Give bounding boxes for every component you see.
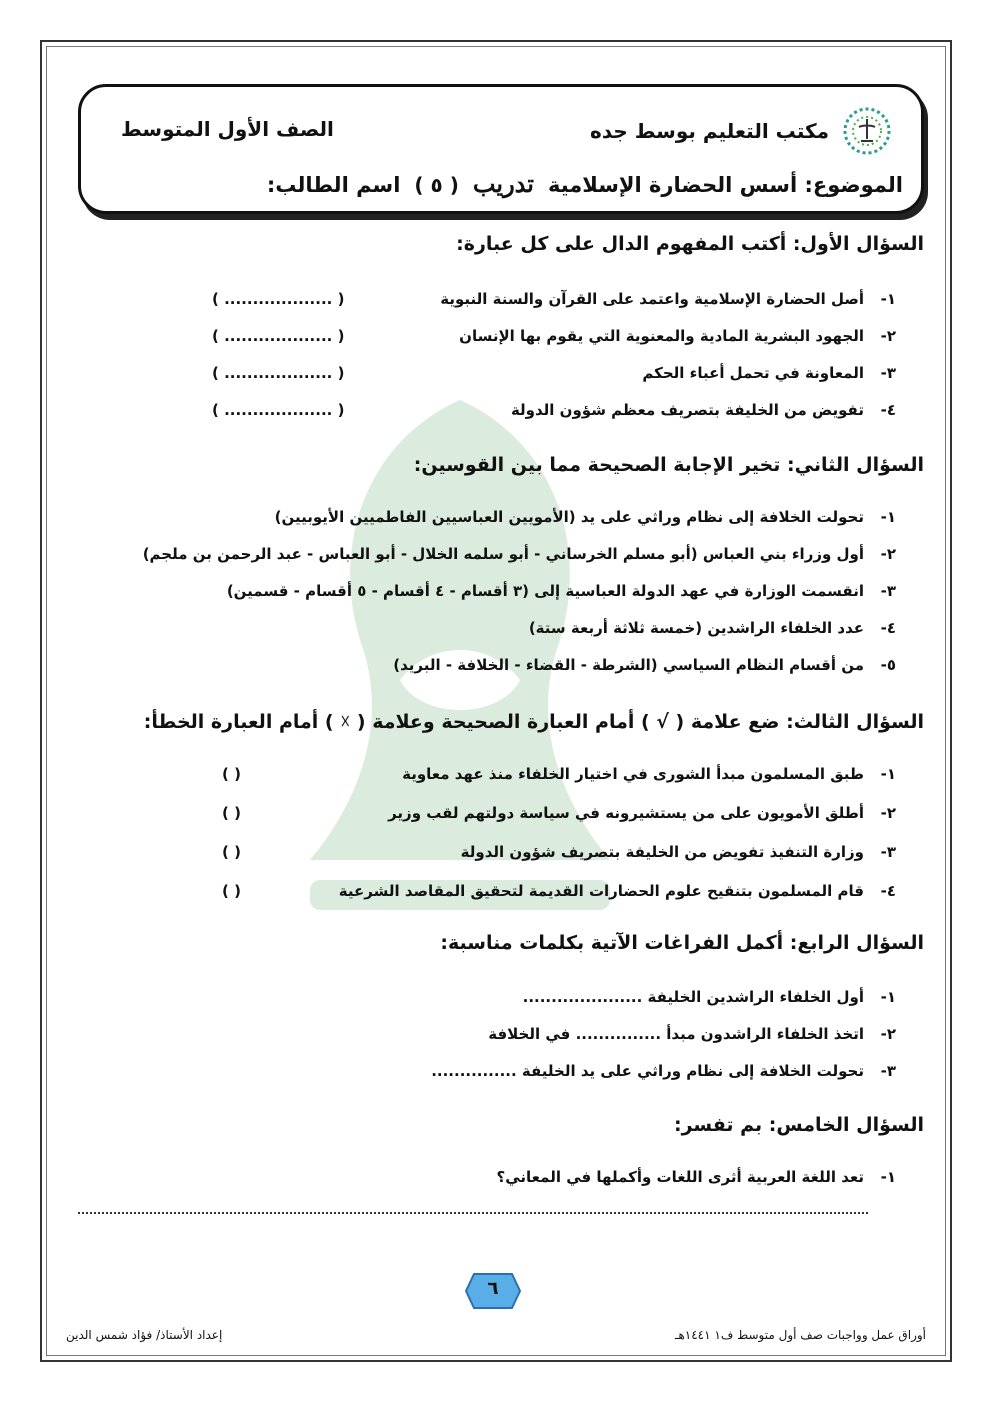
q1-item: ٢- الجهود البشرية المادية والمعنوية التي يقوم بها الإنسان (459, 327, 896, 345)
q1-answer-blank[interactable]: ( ................... ) (212, 327, 345, 345)
office-title: مكتب التعليم بوسط جده (590, 119, 829, 143)
footer-title: أوراق عمل وواجبات صف أول متوسط ف١ ١٤٤١هـ (674, 1328, 926, 1342)
q3-item: ٢- أطلق الأمويون على من يستشيرونه في سياسة دولتهم لقب وزير (388, 804, 896, 822)
q3-answer-blank[interactable]: ( ) (222, 882, 241, 900)
q2-item: ٤- عدد الخلفاء الراشدين (خمسة ثلاثة أربعة ستة) (528, 619, 896, 637)
q2-item: ٣- انقسمت الوزارة في عهد الدولة العباسية إلى (٣ أقسام - ٤ أقسام - ٥ أقسام - قسمين) (226, 582, 896, 600)
question-5-title: السؤال الخامس: بم تفسر: (673, 1114, 924, 1136)
question-4-title: السؤال الرابع: أكمل الفراغات الآتية بكلمات مناسبة: (440, 932, 924, 954)
q1-answer-blank[interactable]: ( ................... ) (212, 401, 345, 419)
topic-label: الموضوع: أسس الحضارة الإسلامية (547, 173, 903, 197)
training-number: ( ٥ ) (414, 173, 459, 197)
q1-item: ٣- المعاونة في تحمل أعباء الحكم (642, 364, 896, 382)
q1-answer-blank[interactable]: ( ................... ) (212, 290, 345, 308)
q1-item: ٤- تفويض من الخليفة بتصريف معظم شؤون الدولة (510, 401, 896, 419)
q2-item: ٥- من أقسام النظام السياسي (الشرطة - القضاء - الخلافة - البريد) (393, 656, 896, 674)
header-box (78, 84, 924, 214)
page-number-badge (458, 1270, 528, 1312)
q4-item: ١- أول الخلفاء الراشدين الخليفة ..................... (522, 988, 896, 1006)
q5-item: ١- تعد اللغة العربية أثرى اللغات وأكملها في المعاني؟ (496, 1168, 896, 1186)
q2-item: ٢- أول وزراء بني العباس (أبو مسلم الخرساني - أبو سلمه الخلال - أبو العباس - عبد الرحمن بن ملجم) (142, 545, 896, 563)
footer-author: إعداد الأستاذ/ فؤاد شمس الدين (66, 1328, 223, 1342)
student-name-label: اسم الطالب: (266, 173, 401, 197)
q4-item: ٣- تحولت الخلافة إلى نظام وراثي على يد الخليفة ............... (431, 1062, 896, 1080)
q3-answer-blank[interactable]: ( ) (222, 765, 241, 783)
q3-answer-blank[interactable]: ( ) (222, 804, 241, 822)
ministry-logo-icon (835, 105, 899, 157)
question-2-title: السؤال الثاني: تخير الإجابة الصحيحة مما بين القوسين: (413, 454, 924, 476)
q1-item: ١- أصل الحضارة الإسلامية واعتمد على القرآن والسنة النبوية (440, 290, 896, 308)
q1-answer-blank[interactable]: ( ................... ) (212, 364, 345, 382)
question-1-title: السؤال الأول: أكتب المفهوم الدال على كل عبارة: (456, 233, 924, 255)
q3-item: ٣- وزارة التنفيذ تفويض من الخليفة بتصريف شؤون الدولة (460, 843, 896, 861)
q3-answer-blank[interactable]: ( ) (222, 843, 241, 861)
answer-dotted-line[interactable] (78, 1212, 868, 1214)
question-3-title: السؤال الثالث: ضع علامة ( √ ) أمام العبارة الصحيحة وعلامة ( ☓ ) أمام العبارة الخطأ: (143, 711, 924, 733)
q4-item: ٢- اتخذ الخلفاء الراشدون مبدأ ............... في الخلافة (488, 1025, 896, 1043)
topic-row (267, 169, 903, 198)
grade-title: الصف الأول المتوسط (121, 117, 334, 141)
training-label: تدريب (472, 169, 534, 198)
page-number: ٦ (487, 1278, 499, 1299)
q3-item: ١- طبق المسلمون مبدأ الشورى في اختيار الخلفاء منذ عهد معاوية (402, 765, 896, 783)
q3-item: ٤- قام المسلمون بتنقيح علوم الحضارات القديمة لتحقيق المقاصد الشرعية (338, 882, 896, 900)
q2-item: ١- تحولت الخلافة إلى نظام وراثي على يد (الأمويين العباسيين الفاطميين الأيوبيين) (274, 508, 896, 526)
